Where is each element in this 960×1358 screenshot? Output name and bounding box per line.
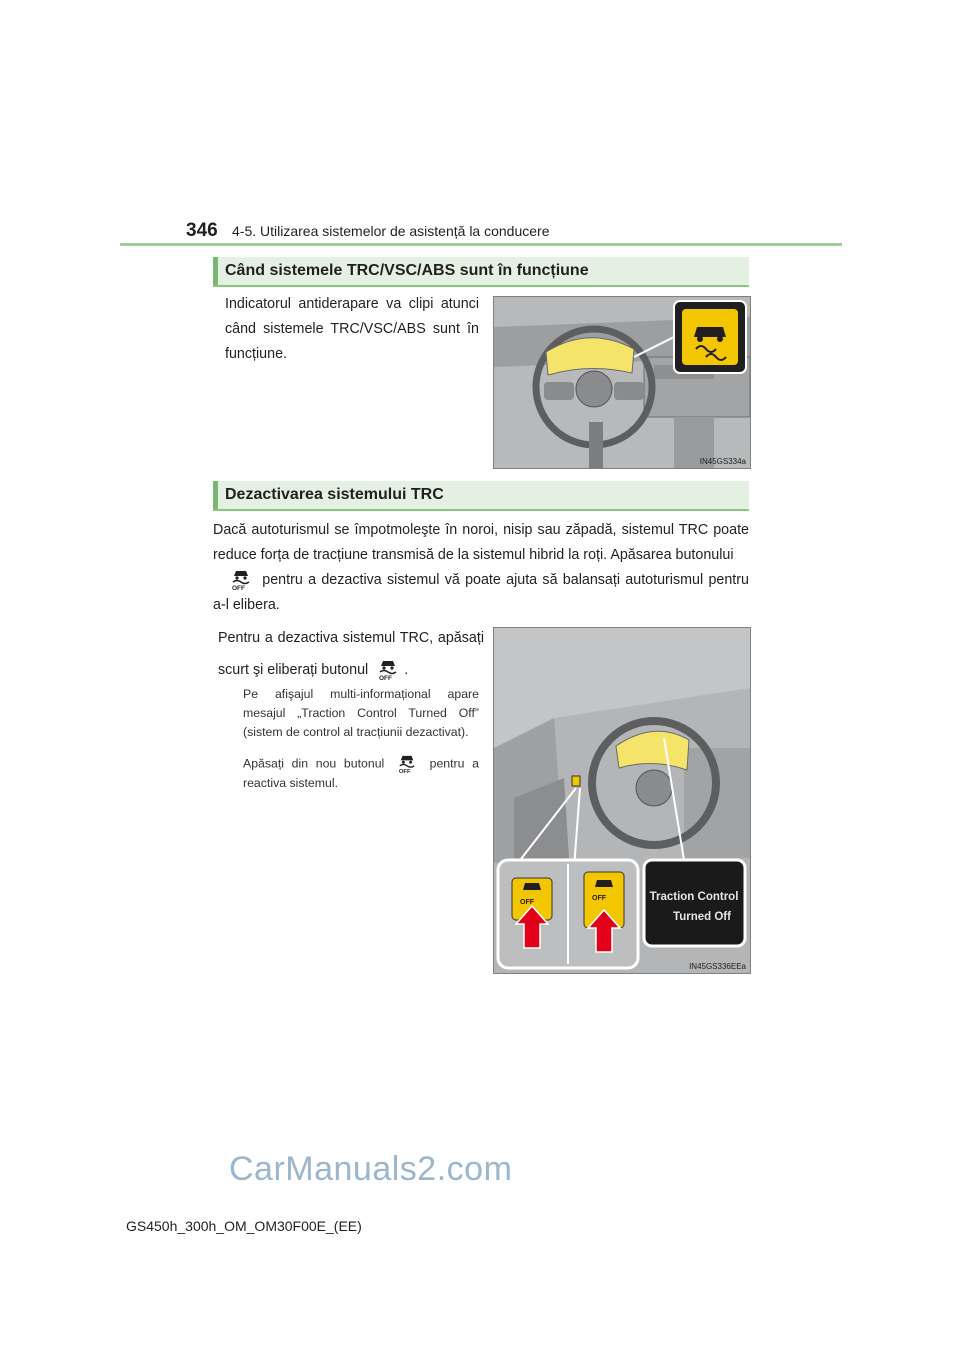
header-rule — [120, 243, 842, 246]
cockpit-illustration — [494, 628, 750, 973]
note-reactivate — [243, 754, 479, 793]
svg-text:OFF: OFF — [592, 895, 606, 902]
svg-text:OFF: OFF — [379, 675, 393, 682]
note-message: Pe afişajul multi-informațional apare mesajul „Traction Control Turned Off” (sistem de control al tracțiunii dezactivat). — [243, 687, 479, 739]
footer-code: GS450h_300h_OM_OM30F00E_(EE) — [126, 1218, 362, 1234]
section-accent — [213, 481, 218, 509]
watermark: CarManuals2.com — [229, 1150, 513, 1188]
section-title: Dezactivarea sistemului TRC — [225, 486, 444, 503]
trc-off-icon — [378, 659, 398, 681]
dashboard-figure — [493, 296, 751, 469]
step-end: . — [404, 662, 409, 678]
intro-text-continued: pentru a dezactiva sistemul vă poate ajuta să balansați autoturismul pentru a-l elibera. — [213, 572, 749, 613]
step-text — [218, 622, 484, 686]
svg-text:OFF: OFF — [398, 769, 411, 774]
dashboard-illustration — [494, 297, 750, 468]
note-text: Apăsați din nou butonul — [243, 756, 385, 771]
trc-off-icon — [398, 754, 416, 774]
svg-text:OFF: OFF — [232, 585, 245, 592]
section-heading-bar — [213, 481, 749, 511]
intro-text: Dacă autoturismul se împotmoleşte în noroi, nisip sau zăpadă, sistemul TRC poate reduce forța de tracțiune transmisă de la sistemul hibrid la roți. Apăsarea butonului — [213, 522, 749, 563]
section-intro — [213, 518, 749, 618]
section-title: Când sistemele TRC/VSC/ABS sunt în funcțiune — [225, 262, 589, 279]
section-heading-bar — [213, 257, 749, 287]
step-instruction: Pentru a dezactiva sistemul TRC, apăsați scurt şi eliberați butonul — [218, 630, 484, 678]
figure-id: IN45GS334a — [699, 457, 746, 466]
page-number: 346 — [186, 220, 218, 241]
display-line-1: Traction Control — [649, 891, 739, 903]
trc-off-icon — [231, 569, 251, 591]
chapter-title: 4-5. Utilizarea sistemelor de asistență la conducere — [232, 223, 550, 239]
section-text: Indicatorul antiderapare va clipi atunci când sistemele TRC/VSC/ABS sunt în funcțiune. — [225, 296, 479, 362]
note-text-continued: pentru a reactiva sistemul. — [243, 756, 479, 790]
figure-id: IN45GS336EEa — [689, 962, 746, 971]
section-accent — [213, 257, 218, 285]
trc-off-figure — [493, 627, 751, 974]
display-line-2: Turned Off — [673, 911, 731, 923]
svg-text:OFF: OFF — [520, 899, 534, 906]
